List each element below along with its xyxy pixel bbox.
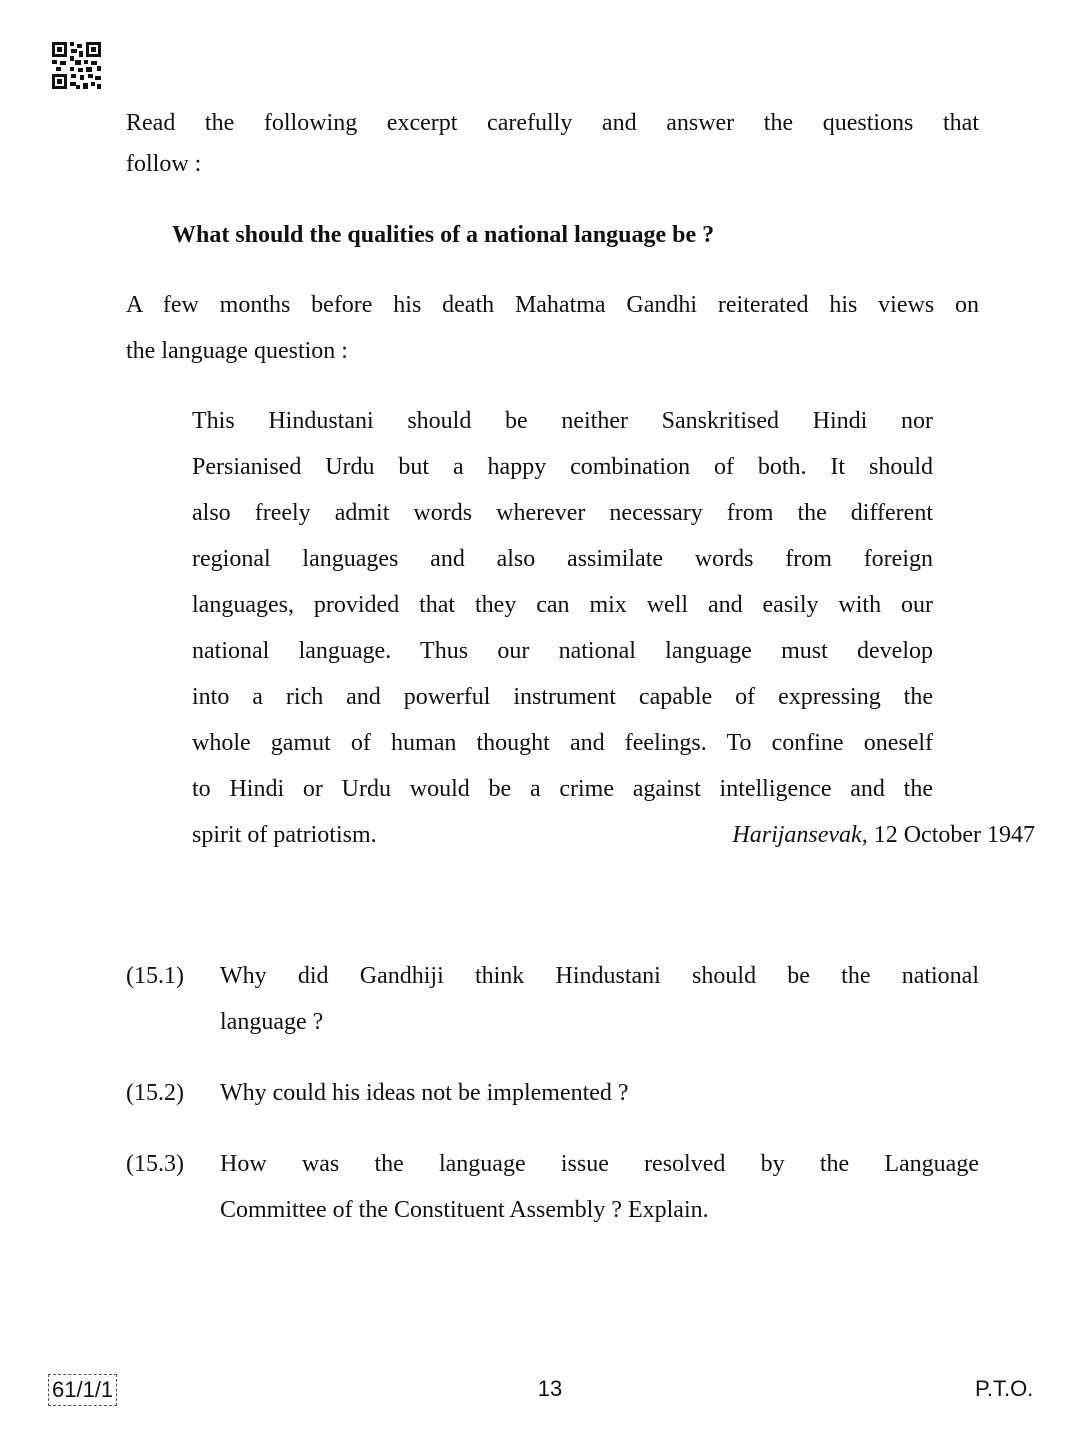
question-15-1	[126, 955, 979, 1047]
question-number: (15.3)	[126, 1151, 184, 1177]
source-date: 12 October 1947	[873, 822, 1035, 848]
quote-line: whole gamut of human thought and feelings. To confine oneself	[192, 730, 933, 756]
lead-text-line-1: A few months before his death Mahatma Gandhi reiterated his views on	[126, 292, 979, 318]
quote-source	[640, 814, 1035, 856]
intro-text-line-1: Read the following excerpt carefully and answer the questions that	[126, 110, 979, 136]
quote-line: regional languages and also assimilate words from foreign	[192, 546, 933, 572]
question-text-line-2: Committee of the Constituent Assembly ? Explain.	[220, 1197, 709, 1223]
quote-line: national language. Thus our national language must develop	[192, 638, 933, 664]
source-name: Harijansevak,	[732, 822, 868, 848]
pto-label: P.T.O.	[975, 1376, 1034, 1401]
gandhi-quotation	[192, 400, 933, 860]
quote-line: to Hindi or Urdu would be a crime against intelligence and the	[192, 776, 933, 802]
quote-line: This Hindustani should be neither Sanskritised Hindi nor	[192, 408, 933, 434]
qr-code-icon	[52, 42, 101, 89]
question-number: (15.1)	[126, 963, 184, 989]
quote-line: also freely admit words wherever necessary from the different	[192, 500, 933, 526]
question-15-2	[126, 1072, 979, 1118]
question-15-3	[126, 1143, 979, 1235]
question-text-line-1: Why did Gandhiji think Hindustani should be the national	[220, 963, 979, 989]
lead-text-line-2: the language question :	[126, 338, 348, 364]
question-text-line-1: How was the language issue resolved by the Language	[220, 1151, 979, 1177]
quote-line: spirit of patriotism.	[192, 822, 377, 848]
section-heading: What should the qualities of a national language be ?	[172, 222, 715, 248]
intro-text-line-2: follow :	[126, 151, 202, 177]
question-number: (15.2)	[126, 1080, 184, 1106]
quote-line: Persianised Urdu but a happy combination of both. It should	[192, 454, 933, 480]
paper-code: 61/1/1	[48, 1374, 117, 1406]
quote-line: into a rich and powerful instrument capable of expressing the	[192, 684, 933, 710]
page-number: 13	[537, 1376, 563, 1401]
question-text-line-2: language ?	[220, 1009, 324, 1035]
question-text-line-1: Why could his ideas not be implemented ?	[220, 1080, 629, 1106]
quote-line: languages, provided that they can mix well and easily with our	[192, 592, 933, 618]
